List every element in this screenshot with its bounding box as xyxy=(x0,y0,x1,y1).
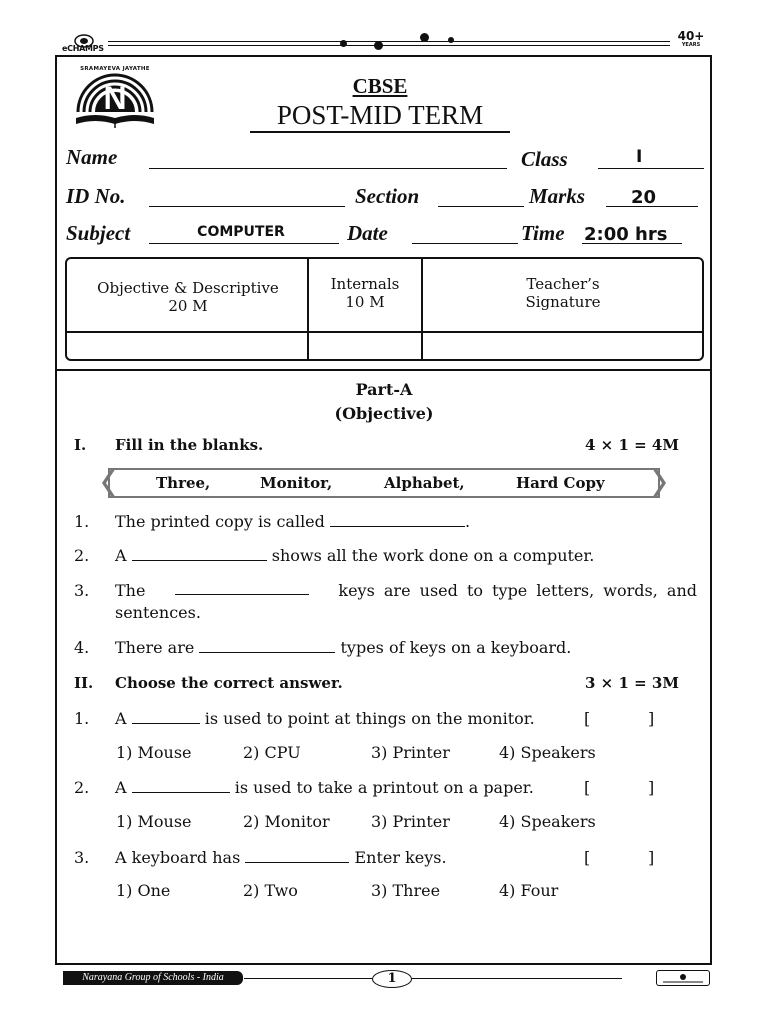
internals-score-cell[interactable] xyxy=(311,333,419,357)
subject-field xyxy=(149,243,339,244)
question-number: 2. xyxy=(74,778,90,797)
fill-question: There are types of keys on a keyboard. xyxy=(115,638,572,657)
answer-blank[interactable] xyxy=(132,778,230,793)
marks-label: Marks xyxy=(529,184,586,208)
answer-blank[interactable] xyxy=(330,512,465,527)
subject-label: Subject xyxy=(66,221,131,245)
mcq-option[interactable]: 2) CPU xyxy=(243,743,301,762)
answer-bracket-open: [ xyxy=(584,778,591,797)
word-bank-item: Three, xyxy=(156,474,211,492)
question-number: 3. xyxy=(74,581,90,600)
section1-num: I. xyxy=(74,436,87,454)
part-subtitle: (Objective) xyxy=(334,404,434,423)
time-value: 2:00 hrs xyxy=(584,224,668,245)
answer-blank[interactable] xyxy=(175,580,309,595)
mcq-question: A is used to take a printout on a paper. xyxy=(115,778,534,797)
mcq-option[interactable]: 3) Printer xyxy=(371,812,450,831)
mcq-option[interactable]: 1) One xyxy=(116,881,171,900)
answer-blank[interactable] xyxy=(132,546,267,561)
footer-line xyxy=(244,978,622,979)
page-number: 1 xyxy=(372,970,412,988)
answer-bracket-close: ] xyxy=(648,709,655,728)
subject-value: COMPUTER xyxy=(197,224,285,240)
fill-question: A shows all the work done on a computer. xyxy=(115,546,595,565)
section1-title: Fill in the blanks. xyxy=(115,436,264,454)
school-logo xyxy=(70,66,160,132)
word-bank xyxy=(108,468,660,498)
answer-box[interactable] xyxy=(596,708,644,730)
question-number: 1. xyxy=(74,512,90,531)
answer-box[interactable] xyxy=(596,777,644,799)
question-number: 3. xyxy=(74,848,90,867)
fill-question: The printed copy is called . xyxy=(115,512,471,531)
logo-motto: SRAMAYEVA JAYATHE xyxy=(80,66,150,72)
signature-cell[interactable] xyxy=(425,333,701,357)
section-label: Section xyxy=(355,184,420,208)
signature-header: Teacher’s Signature xyxy=(525,275,601,311)
section2-marks: 3 × 1 = 3M xyxy=(585,674,679,692)
date-label: Date xyxy=(347,221,388,245)
board-title: CBSE xyxy=(352,74,408,98)
mcq-option[interactable]: 1) Mouse xyxy=(116,743,192,762)
header-line-2 xyxy=(108,45,670,46)
section2-title: Choose the correct answer. xyxy=(115,674,343,692)
internals-header: Internals 10 M xyxy=(330,275,400,311)
word-bank-right-cap xyxy=(650,466,666,504)
name-label: Name xyxy=(66,145,118,169)
answer-box[interactable] xyxy=(596,847,644,869)
answer-bracket-open: [ xyxy=(584,848,591,867)
mcq-option[interactable]: 3) Three xyxy=(371,881,441,900)
marks-value: 20 xyxy=(631,187,657,208)
mcq-question: A is used to point at things on the monitor. xyxy=(115,709,535,728)
date-field[interactable] xyxy=(412,243,518,244)
header-dot xyxy=(340,40,347,47)
part-title: Part-A xyxy=(355,380,413,399)
answer-blank[interactable] xyxy=(245,848,349,863)
section1-marks: 4 × 1 = 4M xyxy=(585,436,679,454)
marks-table xyxy=(65,257,704,361)
footer-school: Narayana Group of Schools - India xyxy=(63,971,243,985)
class-label: Class xyxy=(521,147,568,171)
answer-bracket-open: [ xyxy=(584,709,591,728)
mcq-option[interactable]: 4) Speakers xyxy=(499,743,596,762)
header-dot xyxy=(420,33,429,42)
mcq-option[interactable]: 4) Four xyxy=(499,881,559,900)
header-dot xyxy=(374,41,383,50)
time-label: Time xyxy=(521,221,565,245)
answer-blank[interactable] xyxy=(199,638,335,653)
word-bank-item: Monitor, xyxy=(260,474,333,492)
mcq-option[interactable]: 2) Two xyxy=(243,881,298,900)
section-divider xyxy=(55,369,712,371)
class-field[interactable] xyxy=(598,168,704,169)
word-bank-item: Alphabet, xyxy=(384,474,465,492)
question-number: 1. xyxy=(74,709,90,728)
word-bank-left-cap xyxy=(102,466,118,504)
answer-bracket-close: ] xyxy=(648,848,655,867)
mcq-option[interactable]: 4) Speakers xyxy=(499,812,596,831)
id-field[interactable] xyxy=(149,206,345,207)
answer-bracket-close: ] xyxy=(648,778,655,797)
mcq-option[interactable]: 3) Printer xyxy=(371,743,450,762)
word-bank-item: Hard Copy xyxy=(516,474,605,492)
mcq-option[interactable]: 1) Mouse xyxy=(116,812,192,831)
section-field[interactable] xyxy=(438,206,524,207)
id-label: ID No. xyxy=(66,184,126,208)
anniversary-badge: 40+ YEARS xyxy=(677,29,705,48)
logo-letter: N xyxy=(103,80,127,116)
section2-num: II. xyxy=(74,674,94,692)
objective-score-cell[interactable] xyxy=(69,333,305,357)
exam-title: POST-MID TERM xyxy=(250,99,510,133)
name-field[interactable] xyxy=(149,168,507,169)
header-dot xyxy=(448,37,454,43)
mcq-question: A keyboard has Enter keys. xyxy=(115,848,447,867)
objective-header: Objective & Descriptive 20 M xyxy=(97,279,279,315)
fill-question: The keys are used to type letters, words, and sentences. xyxy=(115,581,697,622)
question-number: 4. xyxy=(74,638,90,657)
brand-name: eCHAMPS xyxy=(62,44,104,53)
question-number: 2. xyxy=(74,546,90,565)
mcq-option[interactable]: 2) Monitor xyxy=(243,812,330,831)
class-value: I xyxy=(636,147,643,167)
header-line xyxy=(108,41,670,42)
footer-emblem xyxy=(656,970,710,986)
answer-blank[interactable] xyxy=(132,709,200,724)
